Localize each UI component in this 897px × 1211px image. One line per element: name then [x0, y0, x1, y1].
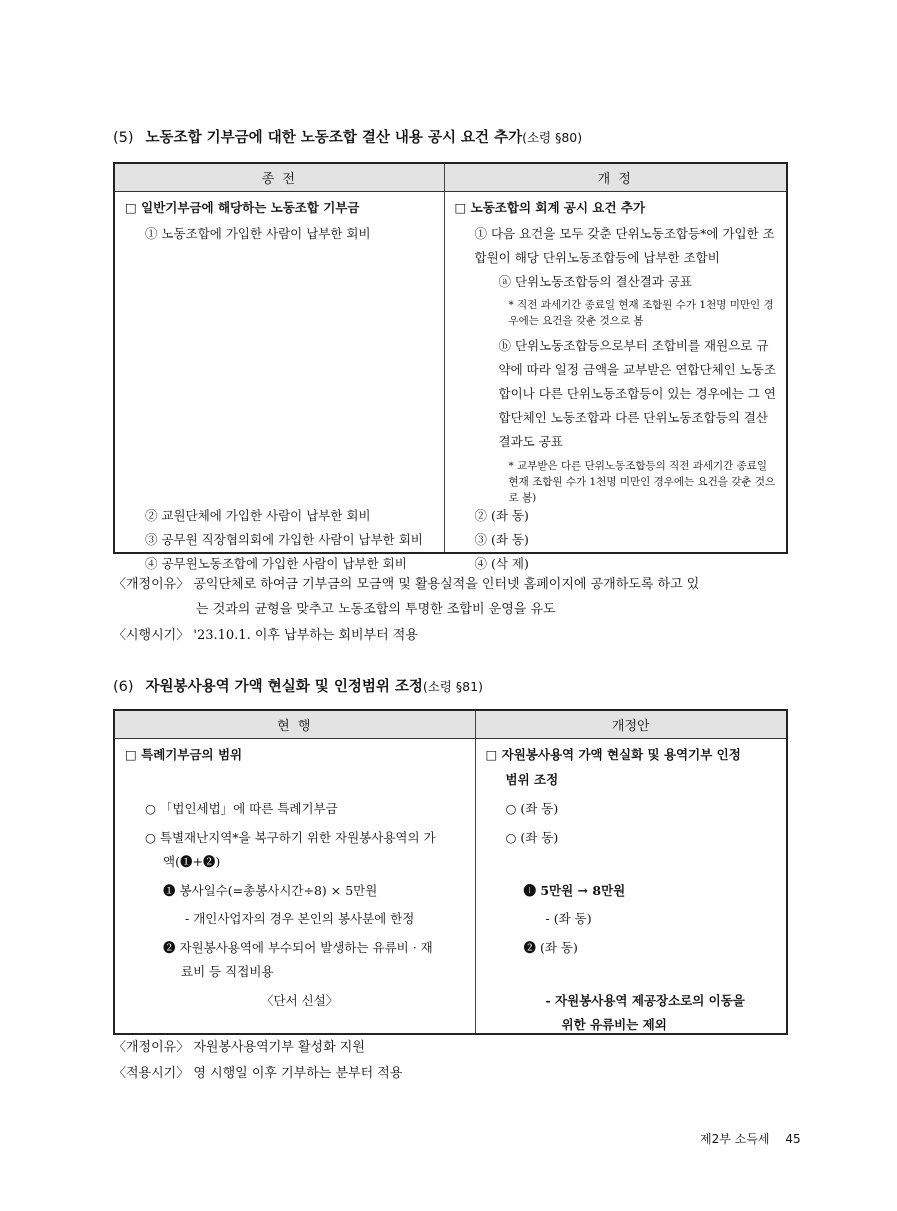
section6-right-heading-line1: □ 자원봉사용역 가액 현실화 및 용역기부 인정: [485, 747, 741, 762]
section5-title-text: 노동조합 기부금에 대한 노동조합 결산 내용 공시 요건 추가: [145, 130, 523, 146]
section6-right-c1: ❶ 5만원 → 8만원: [523, 883, 626, 898]
section5-right-sub-a: ⓐ 단위노동조합등의 결산결과 공표: [498, 274, 692, 289]
section5-left-item4: ④ 공무원노동조합에 가입한 사람이 납부한 회비: [145, 556, 407, 571]
section6-left-proviso: 〈단서 신설〉: [261, 993, 339, 1008]
section5-left-column: [123, 196, 436, 571]
section5-left-item2: ② 교원단체에 가입한 사람이 납부한 회비: [145, 508, 371, 523]
page-footer: [700, 1130, 801, 1147]
section6-title: [113, 675, 483, 696]
section6-left-heading: □ 특례기부금의 범위: [125, 747, 243, 762]
section6-left-c2-line2: 료비 등 직접비용: [181, 964, 274, 979]
section6-left-item2-line2: 액(❶+❷): [163, 854, 221, 869]
section6-reason-label: 〈개정이유〉: [113, 1040, 190, 1055]
page-number: 45: [785, 1132, 801, 1146]
section5-right-item4: ④ (삭 제): [474, 556, 529, 571]
section6-right-column: [484, 743, 779, 1033]
section6-reason: [113, 1036, 365, 1060]
section6-effective: [113, 1062, 402, 1086]
section5-reason: [113, 573, 699, 597]
section6-left-column: [123, 743, 467, 1033]
section6-right-c1-dash: - (좌 동): [545, 911, 592, 926]
section6-effective-text: 영 시행일 이후 기부하는 분부터 적용: [193, 1066, 403, 1081]
section6-header-current: 현 행: [114, 710, 475, 739]
footer-part: 제2부 소득세: [700, 1132, 770, 1146]
section5-right-item2: ② (좌 동): [474, 508, 529, 523]
section5-effective: [113, 624, 418, 648]
section6-left-c1-dash: - 개인사업자의 경우 본인의 봉사분에 한정: [185, 911, 415, 926]
section6-right-c2: ❷ (좌 동): [523, 940, 578, 955]
section5-title: [113, 126, 582, 147]
section5-left-item3: ③ 공무원 직장협의회에 가입한 사람이 납부한 회비: [145, 532, 423, 547]
section5-right-sub-b: ⓑ 단위노동조합등으로부터 조합비를 재원으로 규약에 따라 일정 금액을 교부받은 연합단체인 노동조합이나 다른 단위노동조합등이 있는 경우에는 그 연합단체인 노동조합과 다른 단위노동조합등의 결산결과도 공표: [498, 338, 776, 449]
section5-right-column: [453, 196, 779, 571]
section5-effective-label: 〈시행시기〉: [113, 628, 190, 643]
section6-header-proposed: 개정안: [475, 710, 787, 739]
section5-left-heading: □ 일반기부금에 해당하는 노동조합 기부금: [125, 200, 360, 215]
section5-right-item1: ① 다음 요건을 모두 갖춘 단위노동조합등*에 가입한 조합원이 해당 단위노동조합등에 납부한 조합비: [474, 226, 775, 265]
section6-ref: (소령 §81): [422, 679, 483, 694]
section6-reason-text: 자원봉사용역기부 활성화 지원: [193, 1040, 365, 1055]
section6-left-item1: ○ 「법인세법」에 따른 특례기부금: [145, 801, 338, 816]
section6-right-new-line2: 위한 유류비는 제외: [561, 1017, 667, 1032]
section5-ref: (소령 §80): [522, 130, 583, 145]
section5-comparison-table: [113, 162, 788, 571]
section6-comparison-table: [113, 709, 788, 1035]
section5-right-note-a: * 직전 과세기간 종료일 현재 조합원 수가 1천명 미만인 경우에는 요건을 갖춘 것으로 봄: [508, 299, 774, 327]
section5-right-item3: ③ (좌 동): [474, 532, 529, 547]
section6-effective-label: 〈적용시기〉: [113, 1066, 190, 1081]
section5-left-item1: ① 노동조합에 가입한 사람이 납부한 회비: [145, 226, 371, 241]
section6-left-c2-line1: ❷ 자원봉사용역에 부수되어 발생하는 유류비 · 재: [163, 940, 433, 955]
section5-reason-label: 〈개정이유〉: [113, 577, 190, 592]
section6-left-item2-line1: ○ 특별재난지역*을 복구하기 위한 자원봉사용역의 가: [145, 830, 436, 845]
section5-number: (5): [113, 130, 134, 146]
section5-reason-line1: 공익단체로 하여금 기부금의 모금액 및 활용실적을 인터넷 홈페이지에 공개하도록 하고 있: [193, 577, 700, 592]
section5-reason-cont: [196, 598, 556, 622]
section6-right-new-line1: - 자원봉사용역 제공장소로의 이동을: [545, 993, 745, 1008]
section6-left-c1: ❶ 봉사일수(=총봉사시간÷8) × 5만원: [163, 883, 378, 898]
section6-number: (6): [113, 679, 134, 695]
section6-right-item2: ○ (좌 동): [505, 830, 559, 845]
section6-right-item1: ○ (좌 동): [505, 801, 559, 816]
section6-right-heading-line2: 범위 조정: [505, 772, 559, 787]
section5-header-after: 개 정: [444, 163, 787, 192]
section5-right-note-b: * 교부받은 다른 단위노동조합등의 직전 과세기간 종료일 현재 조합원 수가 1천명 미만인 경우에는 요건을 갖춘 것으로 봄): [508, 460, 776, 504]
section5-effective-text: '23.10.1. 이후 납부하는 회비부터 적용: [193, 628, 418, 643]
section5-right-heading: □ 노동조합의 회계 공시 요건 추가: [454, 200, 646, 215]
section5-reason-line2: 는 것과의 균형을 맞추고 노동조합의 투명한 조합비 운영을 유도: [196, 602, 556, 617]
section5-header-before: 종 전: [114, 163, 444, 192]
section6-title-text: 자원봉사용역 가액 현실화 및 인정범위 조정: [145, 679, 423, 695]
